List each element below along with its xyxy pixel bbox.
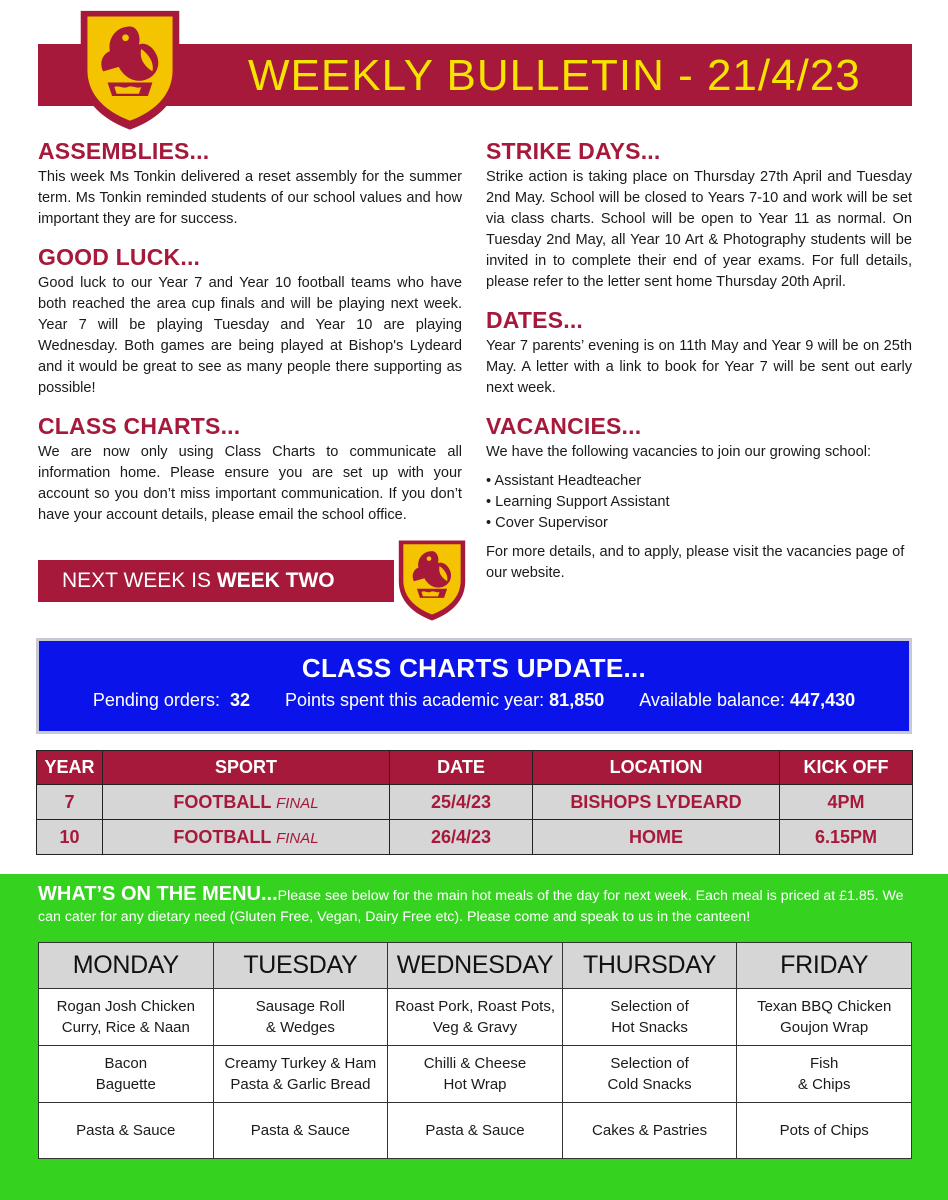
fixture-sport (103, 785, 390, 820)
menu-day-friday: FRIDAY (737, 943, 912, 989)
class-charts-update-title: CLASS CHARTS UPDATE... (301, 653, 647, 683)
menu-line: Selection of (610, 1055, 689, 1072)
menu-line: & Wedges (265, 1019, 335, 1036)
menu-line: Goujon Wrap (780, 1019, 869, 1036)
menu-cell (388, 1046, 563, 1103)
menu-cell (388, 1103, 563, 1159)
school-crest-pelican-icon (394, 536, 470, 622)
title-separator: - (664, 51, 707, 100)
points-spent-label: Points spent this academic year: (285, 690, 545, 710)
menu-line: Pasta & Sauce (76, 1122, 176, 1139)
bulletin-title: WEEKLY BULLETIN (248, 51, 665, 100)
good-luck-body: Good luck to our Year 7 and Year 10 football teams who have both reached the area cup finals and will be playing next week. Year 7 will be playing Tuesday and Year 10 are playing Wednesday. Both games are being played at Bishop's Lydeard and it would be great to see as many people there supporting as possible! (38, 275, 462, 396)
menu-day-header-row (39, 943, 912, 989)
table-row (39, 1103, 912, 1159)
menu-line: Cakes & Pastries (592, 1122, 708, 1139)
menu-line: Chilli & Cheese (423, 1055, 527, 1072)
fixture-sport-name: FOOTBALL (173, 791, 272, 812)
left-column (38, 130, 462, 526)
fixtures-col-header: DATE (390, 751, 533, 785)
good-luck-heading: GOOD LUCK... (38, 244, 201, 270)
menu-line: Fish (810, 1055, 839, 1072)
menu-line: Pots of Chips (779, 1122, 869, 1139)
vacancy-item: • Assistant Headteacher (486, 471, 912, 492)
menu-line: Rogan Josh Chicken (56, 998, 195, 1015)
class-charts-body: We are now only using Class Charts to communicate all information home. Please ensure you are set up with your account so you don’t miss important communication. If you don’t have your account details, please email the school office. (38, 444, 462, 523)
vacancies-intro: We have the following vacancies to join our growing school: (486, 444, 872, 460)
fixture-year: 10 (37, 820, 103, 855)
strike-days-body: Strike action is taking place on Thursday 27th April and Tuesday 2nd May. School will be closed to Years 7-10 and work will be set via class charts. School will be open to Year 11 as normal. On Tuesday 2nd May, all Year 10 Art & Photography students will be invited in to complete their end of year exams. For full details, please refer to the letter sent home Thursday 20th April. (486, 169, 912, 290)
bulletin-date: 21/4/23 (706, 51, 861, 100)
next-week-prefix: NEXT WEEK IS (62, 569, 217, 592)
dates-heading: DATES... (486, 307, 584, 333)
menu-heading: WHAT’S ON THE MENU... (38, 883, 278, 905)
menu-day-wednesday: WEDNESDAY (388, 943, 563, 989)
fixtures-col-header: KICK OFF (780, 751, 913, 785)
school-crest-pelican-icon (74, 4, 186, 132)
fixture-sport (103, 820, 390, 855)
fixture-stage: FINAL (276, 829, 319, 847)
class-charts-stats (39, 687, 909, 713)
menu-day-thursday: THURSDAY (562, 943, 737, 989)
page-title (248, 48, 861, 104)
menu-cell (388, 989, 563, 1046)
menu-cell (213, 1103, 388, 1159)
assemblies-heading: ASSEMBLIES... (38, 138, 210, 164)
fixture-sport-name: FOOTBALL (173, 826, 272, 847)
menu-line: Cold Snacks (607, 1076, 692, 1093)
fixtures-col-header: YEAR (37, 751, 103, 785)
vacancies-outro: For more details, and to apply, please visit the vacancies page of our website. (486, 544, 905, 581)
menu-cell (737, 989, 912, 1046)
menu-line: Hot Wrap (443, 1076, 507, 1093)
menu-cell (562, 989, 737, 1046)
fixtures-col-header: SPORT (103, 751, 390, 785)
menu-cell (562, 1046, 737, 1103)
vacancy-item: • Cover Supervisor (486, 513, 912, 534)
strike-days-heading: STRIKE DAYS... (486, 138, 661, 164)
menu-line: Hot Snacks (611, 1019, 688, 1036)
menu-cell (213, 989, 388, 1046)
menu-line: Bacon (104, 1055, 148, 1072)
table-row (37, 785, 913, 820)
points-spent-value: 81,850 (549, 690, 605, 710)
menu-line: & Chips (797, 1076, 851, 1093)
menu-day-monday: MONDAY (39, 943, 214, 989)
menu-line: Pasta & Sauce (425, 1122, 525, 1139)
menu-cell (737, 1046, 912, 1103)
menu-table (38, 942, 912, 1159)
fixture-stage: FINAL (276, 794, 319, 812)
fixture-location: HOME (533, 820, 780, 855)
menu-line: Selection of (610, 998, 689, 1015)
menu-intro (38, 884, 914, 928)
fixture-date: 26/4/23 (390, 820, 533, 855)
menu-cell (737, 1103, 912, 1159)
right-column (486, 130, 912, 584)
vacancies-list (486, 471, 912, 534)
available-balance-value: 447,430 (790, 690, 856, 710)
menu-cell (213, 1046, 388, 1103)
fixture-kickoff: 6.15PM (780, 820, 913, 855)
fixtures-col-header: LOCATION (533, 751, 780, 785)
table-row (37, 820, 913, 855)
fixture-kickoff: 4PM (780, 785, 913, 820)
next-week-banner (38, 560, 394, 602)
menu-intro-text: Please see below for the main hot meals of the day for next week. Each meal is priced at £1.85. We can cater for any dietary need (Gluten Free, Vegan, Dairy Free etc). Please come and speak to us in the canteen! (38, 888, 904, 925)
menu-cell (39, 989, 214, 1046)
available-balance (639, 690, 855, 710)
available-balance-label: Available balance: (639, 690, 786, 710)
table-row (39, 1046, 912, 1103)
vacancy-item: • Learning Support Assistant (486, 492, 912, 513)
pending-orders-label: Pending orders: (92, 690, 220, 710)
vacancies-heading: VACANCIES... (486, 413, 642, 439)
pending-orders-value: 32 (229, 690, 250, 710)
menu-line: Baguette (95, 1076, 156, 1093)
fixture-year: 7 (37, 785, 103, 820)
menu-line: Veg & Gravy (432, 1019, 518, 1036)
fixture-date: 25/4/23 (390, 785, 533, 820)
class-charts-heading: CLASS CHARTS... (38, 413, 241, 439)
pending-orders (93, 690, 250, 710)
next-week-value: WEEK TWO (216, 569, 335, 592)
menu-day-tuesday: TUESDAY (213, 943, 388, 989)
menu-line: Curry, Rice & Naan (61, 1019, 190, 1036)
menu-line: Texan BBQ Chicken (757, 998, 892, 1015)
class-charts-update-panel (36, 638, 912, 734)
fixtures-table (36, 750, 913, 855)
menu-line: Roast Pork, Roast Pots, (394, 998, 556, 1015)
menu-line: Pasta & Sauce (250, 1122, 350, 1139)
points-spent (285, 690, 604, 710)
menu-cell (39, 1046, 214, 1103)
menu-cell (39, 1103, 214, 1159)
fixture-location: BISHOPS LYDEARD (533, 785, 780, 820)
menu-line: Sausage Roll (255, 998, 345, 1015)
fixtures-header-row (37, 751, 913, 785)
assemblies-body: This week Ms Tonkin delivered a reset assembly for the summer term. Ms Tonkin reminded students of our school values and how important they are for success. (38, 169, 462, 227)
menu-line: Creamy Turkey & Ham (224, 1055, 377, 1072)
menu-line: Pasta & Garlic Bread (230, 1076, 371, 1093)
menu-cell (562, 1103, 737, 1159)
table-row (39, 989, 912, 1046)
dates-body: Year 7 parents’ evening is on 11th May and Year 9 will be on 25th May. A letter with a link to book for Year 7 will be sent out early next week. (486, 338, 912, 396)
